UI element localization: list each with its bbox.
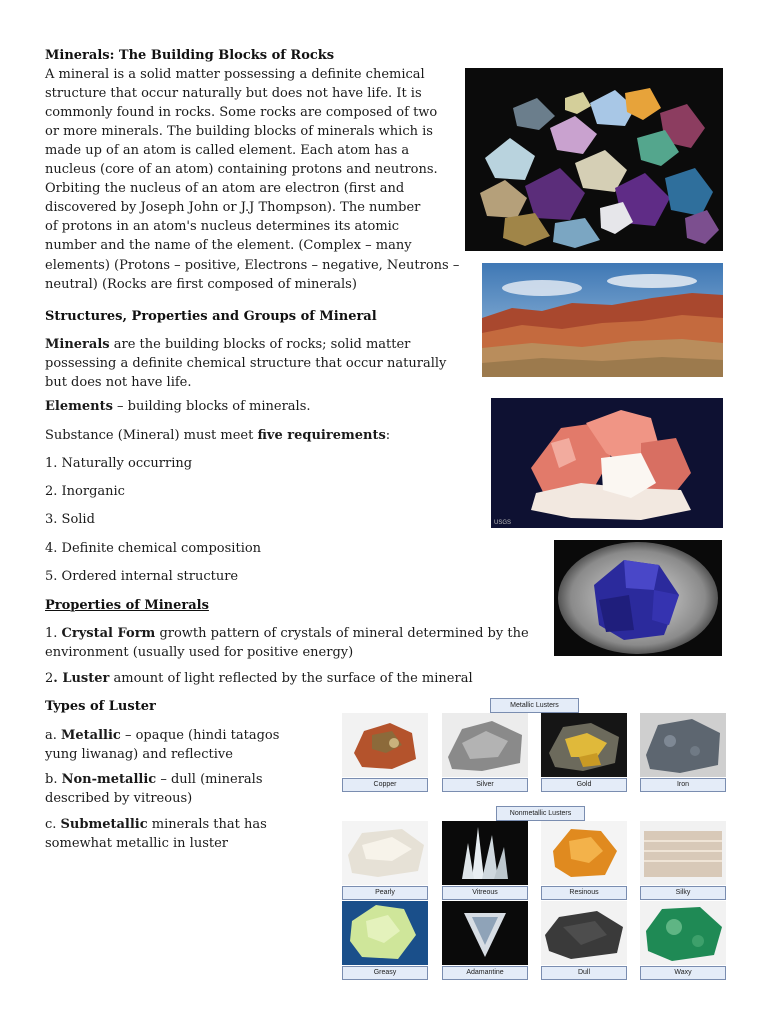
dull-label: Dull <box>541 966 627 980</box>
nonmetallic-term: Non-metallic <box>61 772 157 787</box>
intro-line: A mineral is a solid matter possessing a definite chemical <box>45 67 425 82</box>
minerals-definition-text: possessing a definite chemical structure that occur naturally <box>45 356 447 371</box>
intro-line: structure that occur naturally but does not have life. It is <box>45 86 422 101</box>
silky-label: Silky <box>640 886 726 900</box>
pink-crystal-photo <box>491 398 723 528</box>
requirement-item: 4. Definite chemical composition <box>45 541 262 556</box>
resinous-sample-image <box>541 821 627 885</box>
iron-sample-image <box>640 713 726 777</box>
luster-definition: amount of light reflected by the surface of the mineral <box>109 671 473 686</box>
submetallic-term: Submetallic <box>60 817 148 832</box>
adamantine-label: Adamantine <box>442 966 528 980</box>
silver-sample-image <box>442 713 528 777</box>
pearly-sample-image <box>342 821 428 885</box>
luster-sample-dull <box>541 901 627 980</box>
pearly-label: Pearly <box>342 886 428 900</box>
requirement-item: 3. Solid <box>45 512 95 527</box>
list-marker: b. <box>45 772 62 787</box>
dull-sample-image <box>541 901 627 965</box>
intro-line: or more minerals. The building blocks of minerals which is <box>45 124 433 139</box>
section-heading-luster-types: Types of Luster <box>45 699 156 714</box>
crystal-form-number: 1. <box>45 626 62 641</box>
luster-sample-pearly <box>342 821 428 900</box>
luster-sample-adamantine <box>442 901 528 980</box>
canyon-landscape-photo <box>482 263 723 377</box>
luster-dot: . <box>53 671 63 686</box>
metallic-definition: – opaque (hindi tatagos <box>120 728 280 743</box>
intro-line: elements) (Protons – positive, Electrons – negative, Neutrons – <box>45 258 460 273</box>
luster-sample-silky <box>640 821 726 900</box>
section-heading-properties: Properties of Minerals <box>45 598 209 613</box>
metallic-lusters-label: Metallic Lusters <box>490 698 579 713</box>
crystal-form-item <box>45 624 545 662</box>
elements-term: Elements <box>45 399 113 414</box>
greasy-label: Greasy <box>342 966 428 980</box>
intro-line: number and the name of the element. (Complex – many <box>45 238 412 253</box>
intro-line: neutral) (Rocks are first composed of minerals) <box>45 277 357 292</box>
intro-line: commonly found in rocks. Some rocks are composed of two <box>45 105 438 120</box>
requirements-text: Substance (Mineral) must meet <box>45 428 258 443</box>
metallic-definition: yung liwanag) and reflective <box>45 747 233 762</box>
luster-item <box>45 669 505 688</box>
luster-sample-silver <box>442 713 528 792</box>
submetallic-definition: somewhat metallic in luster <box>45 836 229 851</box>
list-marker: a. <box>45 728 62 743</box>
intro-line: made up of an atom is called element. Each atom has a <box>45 143 410 158</box>
minerals-definition-text: are the building blocks of rocks; solid matter <box>109 337 411 352</box>
luster-sample-copper <box>342 713 428 792</box>
luster-type-submetallic <box>45 815 305 853</box>
resinous-label: Resinous <box>541 886 627 900</box>
list-marker: c. <box>45 817 61 832</box>
nonmetallic-lusters-label: Nonmetallic Lusters <box>496 806 585 821</box>
copper-sample-image <box>342 713 428 777</box>
submetallic-definition: minerals that has <box>147 817 267 832</box>
copper-label: Copper <box>342 778 428 792</box>
intro-line: nucleus (core of an atom) containing protons and neutrons. <box>45 162 438 177</box>
elements-definition <box>45 397 311 416</box>
page-title: Minerals: The Building Blocks of Rocks <box>45 48 335 63</box>
greasy-sample-image <box>342 901 428 965</box>
intro-line: Orbiting the nucleus of an atom are electron (first and <box>45 181 405 196</box>
minerals-term: Minerals <box>45 337 110 352</box>
luster-type-metallic <box>45 726 305 764</box>
luster-sample-greasy <box>342 901 428 980</box>
intro-paragraph <box>45 65 470 255</box>
intro-line: discovered by Joseph John or J.J Thompson). The number <box>45 200 421 215</box>
waxy-sample-image <box>640 901 726 965</box>
waxy-label: Waxy <box>640 966 726 980</box>
requirement-item: 2. Inorganic <box>45 484 125 499</box>
luster-term: Luster <box>62 671 110 686</box>
crystal-form-definition: growth pattern of crystals of mineral determined by the <box>155 626 529 641</box>
luster-sample-waxy <box>640 901 726 980</box>
crystal-form-definition: environment (usually used for positive energy) <box>45 645 354 660</box>
luster-type-nonmetallic <box>45 770 305 808</box>
intro-paragraph-tail <box>45 256 475 294</box>
requirement-item: 5. Ordered internal structure <box>45 569 239 584</box>
luster-sample-vitreous <box>442 821 528 900</box>
section-heading-structures: Structures, Properties and Groups of Mineral <box>45 309 377 324</box>
luster-sample-gold <box>541 713 627 792</box>
gold-sample-image <box>541 713 627 777</box>
minerals-definition <box>45 335 475 392</box>
requirements-colon: : <box>385 428 391 443</box>
gold-label: Gold <box>541 778 627 792</box>
adamantine-sample-image <box>442 901 528 965</box>
nonmetallic-definition: – dull (minerals <box>156 772 263 787</box>
requirements-intro <box>45 426 390 445</box>
vitreous-label: Vitreous <box>442 886 528 900</box>
elements-definition-text: – building blocks of minerals. <box>112 399 311 414</box>
vitreous-sample-image <box>442 821 528 885</box>
nonmetallic-definition: described by vitreous) <box>45 791 193 806</box>
blue-crystal-photo <box>554 540 722 656</box>
minerals-definition-text: but does not have life. <box>45 375 192 390</box>
luster-number: 2 <box>45 671 54 686</box>
photo-credit: USGS <box>494 520 512 526</box>
requirements-bold: five requirements <box>257 428 386 443</box>
mineral-collection-photo <box>465 68 723 251</box>
luster-sample-iron <box>640 713 726 792</box>
requirement-item: 1. Naturally occurring <box>45 456 193 471</box>
iron-label: Iron <box>640 778 726 792</box>
intro-line: of protons in an atom's nucleus determines its atomic <box>45 219 400 234</box>
metallic-term: Metallic <box>61 728 121 743</box>
luster-sample-resinous <box>541 821 627 900</box>
silky-sample-image <box>640 821 726 885</box>
silver-label: Silver <box>442 778 528 792</box>
crystal-form-term: Crystal Form <box>61 626 156 641</box>
